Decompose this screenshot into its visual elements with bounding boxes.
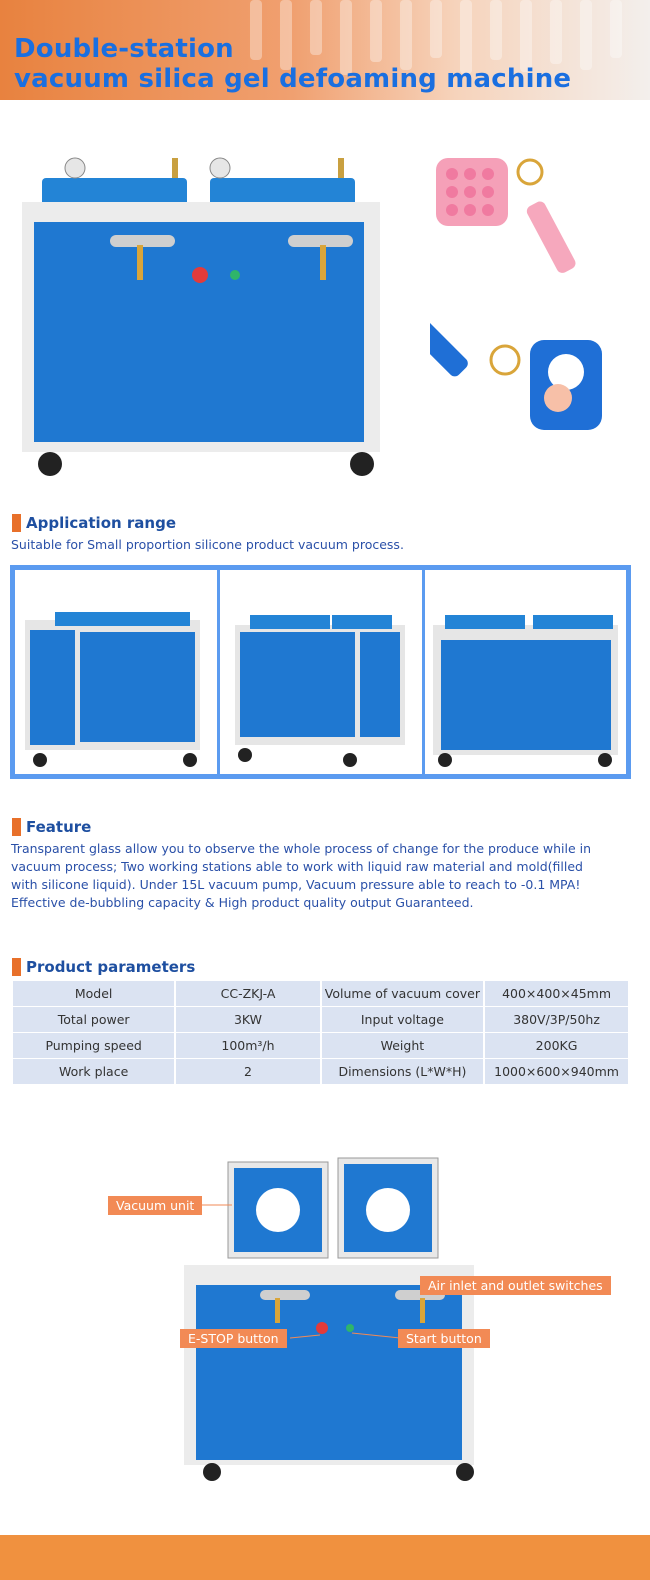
table-row bbox=[13, 1059, 628, 1084]
parameters-table bbox=[11, 980, 630, 1085]
heading-accent-bar bbox=[12, 514, 21, 532]
heading-accent-bar bbox=[12, 958, 21, 976]
title-line-2: vacuum silica gel defoaming machine bbox=[14, 64, 572, 94]
feature-title: Feature bbox=[26, 818, 92, 836]
header-banner bbox=[0, 0, 650, 100]
callout-start-button: Start button bbox=[398, 1329, 490, 1348]
machine-photo-middle bbox=[220, 570, 422, 774]
table-row bbox=[13, 1033, 628, 1058]
footer-bar bbox=[0, 1535, 650, 1580]
feature-line: Transparent glass allow you to observe the whole process of change for the produce while in bbox=[11, 841, 592, 856]
feature-line: vacuum process; Two working stations able to work with liquid raw material and mold(filled bbox=[11, 859, 583, 874]
application-range-heading bbox=[12, 514, 176, 532]
param-label: Weight bbox=[322, 1033, 483, 1058]
application-range-title: Application range bbox=[26, 514, 177, 532]
product-parameters-title: Product parameters bbox=[26, 958, 196, 976]
callout-vacuum-unit: Vacuum unit bbox=[108, 1196, 202, 1215]
param-label: Volume of vacuum cover bbox=[322, 981, 483, 1006]
machine-photo-gallery bbox=[10, 565, 631, 779]
callout-air-switches: Air inlet and outlet switches bbox=[420, 1276, 611, 1295]
param-value: 400×400×45mm bbox=[485, 981, 628, 1006]
machine-hero-image bbox=[20, 150, 385, 485]
param-label: Input voltage bbox=[322, 1007, 483, 1032]
param-value: 100m³/h bbox=[176, 1033, 319, 1058]
page-title bbox=[14, 34, 571, 94]
feature-heading bbox=[12, 818, 91, 836]
param-value: 380V/3P/50hz bbox=[485, 1007, 628, 1032]
machine-photo-right bbox=[425, 570, 626, 774]
param-value: 1000×600×940mm bbox=[485, 1059, 628, 1084]
feature-line: Effective de-bubbling capacity & High product quality output Guaranteed. bbox=[11, 895, 474, 910]
labeled-machine-image bbox=[180, 1150, 480, 1490]
silicone-keychain-images bbox=[430, 150, 610, 430]
table-row bbox=[13, 981, 628, 1006]
param-label: Dimensions (L*W*H) bbox=[322, 1059, 483, 1084]
table-row bbox=[13, 1007, 628, 1032]
param-label: Total power bbox=[13, 1007, 174, 1032]
param-value: CC-ZKJ-A bbox=[176, 981, 319, 1006]
feature-line: with silicone liquid). Under 15L vacuum pump, Vacuum pressure able to reach to -0.1 MPA! bbox=[11, 877, 581, 892]
param-label: Pumping speed bbox=[13, 1033, 174, 1058]
callout-estop-button: E-STOP button bbox=[180, 1329, 287, 1348]
product-parameters-heading bbox=[12, 958, 195, 976]
param-label: Work place bbox=[13, 1059, 174, 1084]
heading-accent-bar bbox=[12, 818, 21, 836]
param-value: 3KW bbox=[176, 1007, 319, 1032]
machine-photo-left bbox=[15, 570, 217, 774]
param-value: 200KG bbox=[485, 1033, 628, 1058]
title-line-1: Double-station bbox=[14, 34, 234, 64]
application-range-text: Suitable for Small proportion silicone product vacuum process. bbox=[11, 537, 404, 552]
param-value: 2 bbox=[176, 1059, 319, 1084]
param-label: Model bbox=[13, 981, 174, 1006]
feature-text bbox=[11, 840, 591, 912]
